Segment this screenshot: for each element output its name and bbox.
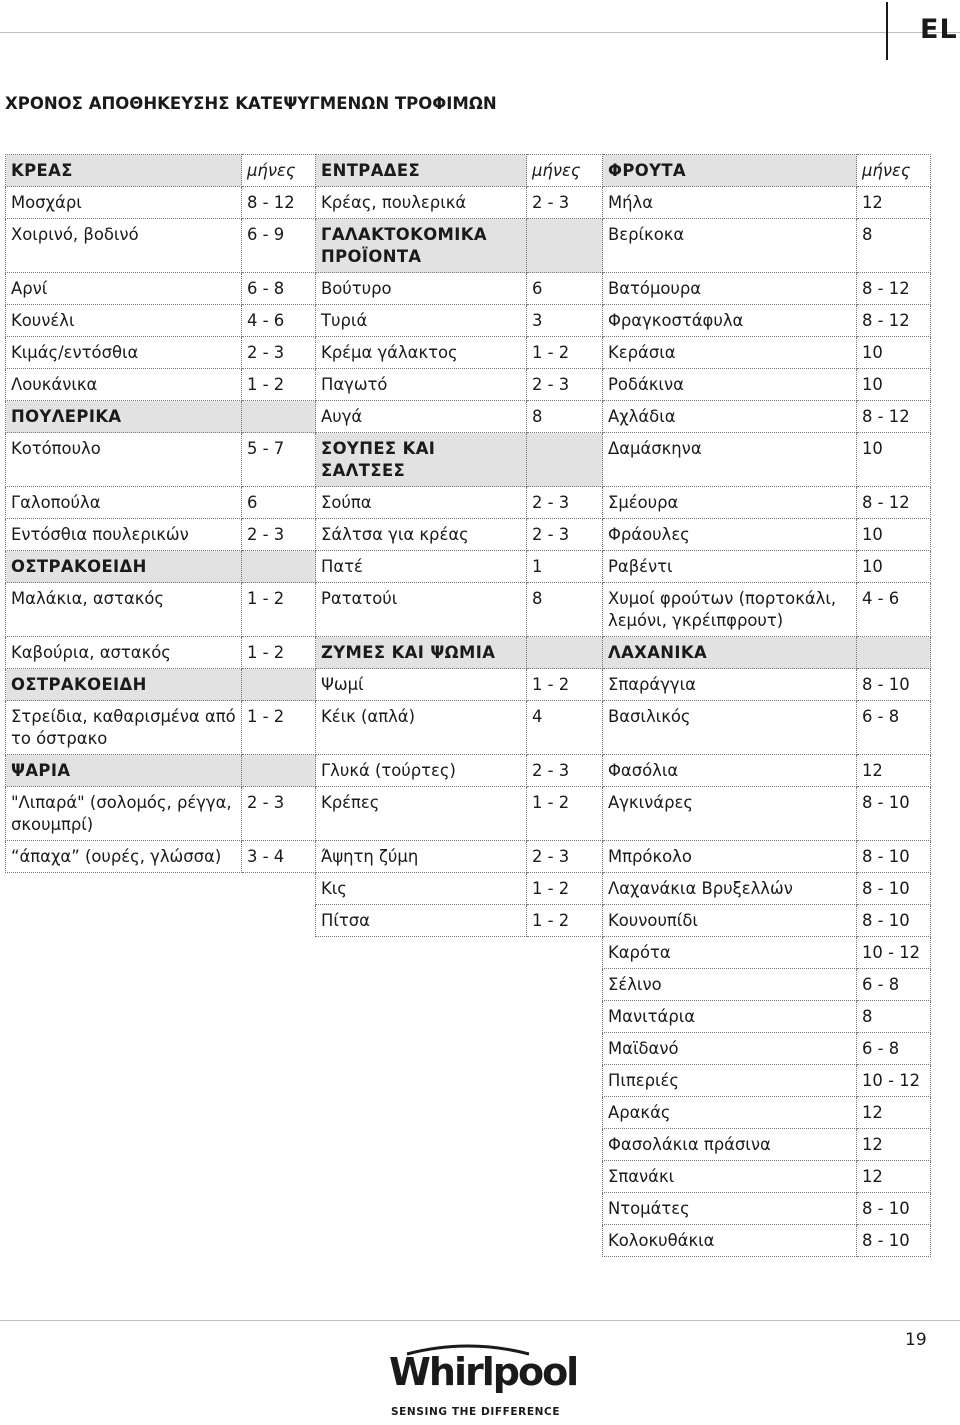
storage-months: 12 xyxy=(857,1161,931,1193)
empty-cell xyxy=(242,1065,316,1097)
storage-months: 12 xyxy=(857,1129,931,1161)
food-item: Μαϊδανό xyxy=(603,1033,857,1065)
empty-cell xyxy=(527,1225,603,1257)
food-item: "Λιπαρά" (σολομός, ρέγγα, σκουμπρί) xyxy=(6,787,242,841)
page-title: ΧΡΟΝΟΣ ΑΠΟΘΗΚΕΥΣΗΣ ΚΑΤΕΨΥΓΜΕΝΩΝ ΤΡΟΦΙΜΩΝ xyxy=(5,94,497,113)
food-item: Μαλάκια, αστακός xyxy=(6,583,242,637)
food-item: Σπανάκι xyxy=(603,1161,857,1193)
storage-months: 5 - 7 xyxy=(242,433,316,487)
table-row xyxy=(6,337,931,369)
category-header: ΨΑΡΙΑ xyxy=(6,755,242,787)
empty-cell xyxy=(316,1033,527,1065)
food-item: Μοσχάρι xyxy=(6,187,242,219)
food-item: Στρείδια, καθαρισμένα από το όστρακο xyxy=(6,701,242,755)
storage-months: 2 - 3 xyxy=(527,755,603,787)
empty-cell xyxy=(6,873,242,905)
food-item: Κέικ (απλά) xyxy=(316,701,527,755)
storage-months: 8 - 12 xyxy=(857,305,931,337)
storage-months: 12 xyxy=(857,1097,931,1129)
food-item: Γαλοπούλα xyxy=(6,487,242,519)
logo-tagline: SENSING THE DIFFERENCE xyxy=(391,1406,561,1418)
table-row xyxy=(6,583,931,637)
food-item: Ροδάκινα xyxy=(603,369,857,401)
whirlpool-logo xyxy=(385,1342,578,1422)
empty-cell xyxy=(242,969,316,1001)
storage-months: 8 - 12 xyxy=(857,487,931,519)
table-row xyxy=(6,519,931,551)
storage-months: 2 - 3 xyxy=(242,787,316,841)
empty-cell xyxy=(316,1225,527,1257)
storage-months: 1 - 2 xyxy=(527,337,603,369)
storage-months: 2 - 3 xyxy=(527,187,603,219)
storage-months: 1 - 2 xyxy=(527,905,603,937)
food-item: Φασόλια xyxy=(603,755,857,787)
storage-months: 1 - 2 xyxy=(527,873,603,905)
food-item: Δαμάσκηνα xyxy=(603,433,857,487)
storage-months: 6 - 8 xyxy=(857,969,931,1001)
storage-months: 8 - 10 xyxy=(857,905,931,937)
food-item: Μανιτάρια xyxy=(603,1001,857,1033)
table-row xyxy=(6,1225,931,1257)
food-item: Κουνέλι xyxy=(6,305,242,337)
empty-cell xyxy=(242,873,316,905)
storage-months: 2 - 3 xyxy=(527,487,603,519)
empty-cell xyxy=(527,1033,603,1065)
category-header: ΟΣΤΡΑΚΟΕΙΔΗ xyxy=(6,669,242,701)
food-item: Σπαράγγια xyxy=(603,669,857,701)
storage-months: 12 xyxy=(857,187,931,219)
category-header-filler xyxy=(527,637,603,669)
food-item: Λουκάνικα xyxy=(6,369,242,401)
food-item: Βερίκοκα xyxy=(603,219,857,273)
table-row xyxy=(6,1065,931,1097)
food-item: Αγκινάρες xyxy=(603,787,857,841)
storage-months: 3 xyxy=(527,305,603,337)
storage-months: 2 - 3 xyxy=(242,337,316,369)
storage-months: 8 xyxy=(857,1001,931,1033)
storage-months: 1 - 2 xyxy=(242,637,316,669)
table-row xyxy=(6,1129,931,1161)
category-header-filler xyxy=(527,433,603,487)
category-header-filler xyxy=(242,401,316,433)
food-item: Καβούρια, αστακός xyxy=(6,637,242,669)
storage-months: 8 - 10 xyxy=(857,1225,931,1257)
table-row xyxy=(6,873,931,905)
storage-months: 6 - 8 xyxy=(857,701,931,755)
storage-months: 2 - 3 xyxy=(242,519,316,551)
table-row xyxy=(6,369,931,401)
empty-cell xyxy=(527,1161,603,1193)
category-header: ΦΡΟΥΤΑ xyxy=(603,155,857,187)
table-row xyxy=(6,155,931,187)
empty-cell xyxy=(6,1001,242,1033)
language-code: EL xyxy=(920,14,958,45)
food-item: Κρέπες xyxy=(316,787,527,841)
food-item: Κοτόπουλο xyxy=(6,433,242,487)
food-item: Άψητη ζύμη xyxy=(316,841,527,873)
food-item: Εντόσθια πουλερικών xyxy=(6,519,242,551)
food-item: Λαχανάκια Βρυξελλών xyxy=(603,873,857,905)
food-item: Πιπεριές xyxy=(603,1065,857,1097)
category-header: ΓΑΛΑΚΤΟΚΟΜΙΚΑ ΠΡΟΪΟΝΤΑ xyxy=(316,219,527,273)
category-header: ΖΥΜΕΣ ΚΑΙ ΨΩΜΙΑ xyxy=(316,637,527,669)
food-item: Χυμοί φρούτων (πορτοκάλι, λεμόνι, γκρέιπφρουτ) xyxy=(603,583,857,637)
food-item: Αχλάδια xyxy=(603,401,857,433)
empty-cell xyxy=(242,1129,316,1161)
food-item: Τυριά xyxy=(316,305,527,337)
freezing-times-table xyxy=(5,154,931,1257)
storage-months: 8 xyxy=(527,401,603,433)
empty-cell xyxy=(6,1033,242,1065)
food-item: Φασολάκια πράσινα xyxy=(603,1129,857,1161)
storage-months: 1 - 2 xyxy=(242,369,316,401)
table-row xyxy=(6,1033,931,1065)
table-row xyxy=(6,969,931,1001)
table-row xyxy=(6,305,931,337)
category-header-filler xyxy=(242,755,316,787)
table-row xyxy=(6,937,931,969)
food-item: Αρνί xyxy=(6,273,242,305)
table-row xyxy=(6,637,931,669)
bottom-rule xyxy=(0,1320,960,1321)
storage-months: 12 xyxy=(857,755,931,787)
empty-cell xyxy=(316,1193,527,1225)
empty-cell xyxy=(6,905,242,937)
empty-cell xyxy=(6,1065,242,1097)
months-label: μήνες xyxy=(242,155,316,187)
storage-months: 2 - 3 xyxy=(527,841,603,873)
storage-months: 8 - 10 xyxy=(857,669,931,701)
food-item: Χοιρινό, βοδινό xyxy=(6,219,242,273)
empty-cell xyxy=(242,905,316,937)
storage-months: 10 xyxy=(857,369,931,401)
food-item: Αρακάς xyxy=(603,1097,857,1129)
table-row xyxy=(6,273,931,305)
storage-months: 6 xyxy=(242,487,316,519)
storage-months: 8 - 10 xyxy=(857,873,931,905)
page-number: 19 xyxy=(905,1330,927,1350)
empty-cell xyxy=(527,969,603,1001)
empty-cell xyxy=(316,1065,527,1097)
storage-months: 10 - 12 xyxy=(857,1065,931,1097)
empty-cell xyxy=(6,1161,242,1193)
food-item: Βατόμουρα xyxy=(603,273,857,305)
food-item: Σμέουρα xyxy=(603,487,857,519)
storage-months: 8 xyxy=(527,583,603,637)
months-label: μήνες xyxy=(857,155,931,187)
food-item: Αυγά xyxy=(316,401,527,433)
food-item: Βασιλικός xyxy=(603,701,857,755)
empty-cell xyxy=(6,1193,242,1225)
food-item: Κρέας, πουλερικά xyxy=(316,187,527,219)
empty-cell xyxy=(527,1097,603,1129)
food-item: Φραγκοστάφυλα xyxy=(603,305,857,337)
food-item: Κιμάς/εντόσθια xyxy=(6,337,242,369)
storage-months: 4 xyxy=(527,701,603,755)
empty-cell xyxy=(242,1001,316,1033)
empty-cell xyxy=(316,1129,527,1161)
table-row xyxy=(6,1161,931,1193)
food-item: Μπρόκολο xyxy=(603,841,857,873)
food-item: Φράουλες xyxy=(603,519,857,551)
food-item: Κις xyxy=(316,873,527,905)
table-row xyxy=(6,487,931,519)
empty-cell xyxy=(316,1001,527,1033)
table-row xyxy=(6,669,931,701)
table-row xyxy=(6,755,931,787)
food-item: Ντομάτες xyxy=(603,1193,857,1225)
empty-cell xyxy=(242,1033,316,1065)
empty-cell xyxy=(242,1097,316,1129)
table-row xyxy=(6,1001,931,1033)
food-item: Κουνουπίδι xyxy=(603,905,857,937)
storage-months: 10 xyxy=(857,519,931,551)
table-row xyxy=(6,433,931,487)
storage-months: 8 - 12 xyxy=(242,187,316,219)
category-header-filler xyxy=(527,219,603,273)
food-item: Βούτυρο xyxy=(316,273,527,305)
food-item: Παγωτό xyxy=(316,369,527,401)
table-row xyxy=(6,841,931,873)
category-header-filler xyxy=(242,551,316,583)
food-item: Πίτσα xyxy=(316,905,527,937)
food-item: Σέλινο xyxy=(603,969,857,1001)
food-item: Σούπα xyxy=(316,487,527,519)
storage-months: 1 - 2 xyxy=(527,669,603,701)
table-row xyxy=(6,1097,931,1129)
food-item: “άπαχα” (ουρές, γλώσσα) xyxy=(6,841,242,873)
storage-months: 4 - 6 xyxy=(242,305,316,337)
food-item: Γλυκά (τούρτες) xyxy=(316,755,527,787)
storage-months: 8 - 12 xyxy=(857,401,931,433)
storage-months: 10 - 12 xyxy=(857,937,931,969)
food-item: Κρέμα γάλακτος xyxy=(316,337,527,369)
storage-months: 1 - 2 xyxy=(242,701,316,755)
category-header: ΟΣΤΡΑΚΟΕΙΔΗ xyxy=(6,551,242,583)
header-divider xyxy=(886,2,888,60)
empty-cell xyxy=(527,1193,603,1225)
months-label: μήνες xyxy=(527,155,603,187)
food-item: Ψωμί xyxy=(316,669,527,701)
storage-months: 8 - 10 xyxy=(857,787,931,841)
table-row xyxy=(6,787,931,841)
table-row xyxy=(6,701,931,755)
top-rule xyxy=(0,32,960,33)
storage-months: 6 - 8 xyxy=(242,273,316,305)
empty-cell xyxy=(6,969,242,1001)
table-row xyxy=(6,219,931,273)
storage-months: 1 - 2 xyxy=(242,583,316,637)
empty-cell xyxy=(6,1225,242,1257)
storage-months: 1 xyxy=(527,551,603,583)
storage-months: 2 - 3 xyxy=(527,519,603,551)
table-row xyxy=(6,401,931,433)
table-row xyxy=(6,187,931,219)
category-header: ΕΝΤΡΑΔΕΣ xyxy=(316,155,527,187)
empty-cell xyxy=(6,1097,242,1129)
storage-months: 6 xyxy=(527,273,603,305)
storage-months: 1 - 2 xyxy=(527,787,603,841)
logo-wordmark: Whirlpool xyxy=(389,1350,578,1394)
category-header: ΚΡΕΑΣ xyxy=(6,155,242,187)
storage-months: 10 xyxy=(857,551,931,583)
storage-months: 10 xyxy=(857,337,931,369)
empty-cell xyxy=(527,937,603,969)
empty-cell xyxy=(316,937,527,969)
food-item: Ραβέντι xyxy=(603,551,857,583)
empty-cell xyxy=(527,1001,603,1033)
empty-cell xyxy=(242,1161,316,1193)
food-item: Πατέ xyxy=(316,551,527,583)
food-item: Καρότα xyxy=(603,937,857,969)
empty-cell xyxy=(527,1129,603,1161)
empty-cell xyxy=(242,937,316,969)
table-row xyxy=(6,551,931,583)
empty-cell xyxy=(242,1193,316,1225)
storage-months: 4 - 6 xyxy=(857,583,931,637)
empty-cell xyxy=(316,969,527,1001)
category-header: ΣΟΥΠΕΣ ΚΑΙ ΣΑΛΤΣΕΣ xyxy=(316,433,527,487)
food-item: Ρατατούι xyxy=(316,583,527,637)
food-item: Κεράσια xyxy=(603,337,857,369)
empty-cell xyxy=(6,1129,242,1161)
empty-cell xyxy=(242,1225,316,1257)
storage-months: 3 - 4 xyxy=(242,841,316,873)
category-header-filler xyxy=(857,637,931,669)
storage-months: 8 xyxy=(857,219,931,273)
storage-months: 8 - 12 xyxy=(857,273,931,305)
empty-cell xyxy=(316,1097,527,1129)
empty-cell xyxy=(527,1065,603,1097)
storage-months: 8 - 10 xyxy=(857,1193,931,1225)
empty-cell xyxy=(316,1161,527,1193)
food-item: Σάλτσα για κρέας xyxy=(316,519,527,551)
category-header: ΛΑΧΑΝΙΚΑ xyxy=(603,637,857,669)
storage-months: 2 - 3 xyxy=(527,369,603,401)
storage-months: 6 - 9 xyxy=(242,219,316,273)
category-header: ΠΟΥΛΕΡΙΚΑ xyxy=(6,401,242,433)
category-header-filler xyxy=(242,669,316,701)
table-row xyxy=(6,1193,931,1225)
food-item: Κολοκυθάκια xyxy=(603,1225,857,1257)
table-row xyxy=(6,905,931,937)
storage-months: 8 - 10 xyxy=(857,841,931,873)
food-item: Μήλα xyxy=(603,187,857,219)
empty-cell xyxy=(6,937,242,969)
storage-months: 6 - 8 xyxy=(857,1033,931,1065)
storage-months: 10 xyxy=(857,433,931,487)
